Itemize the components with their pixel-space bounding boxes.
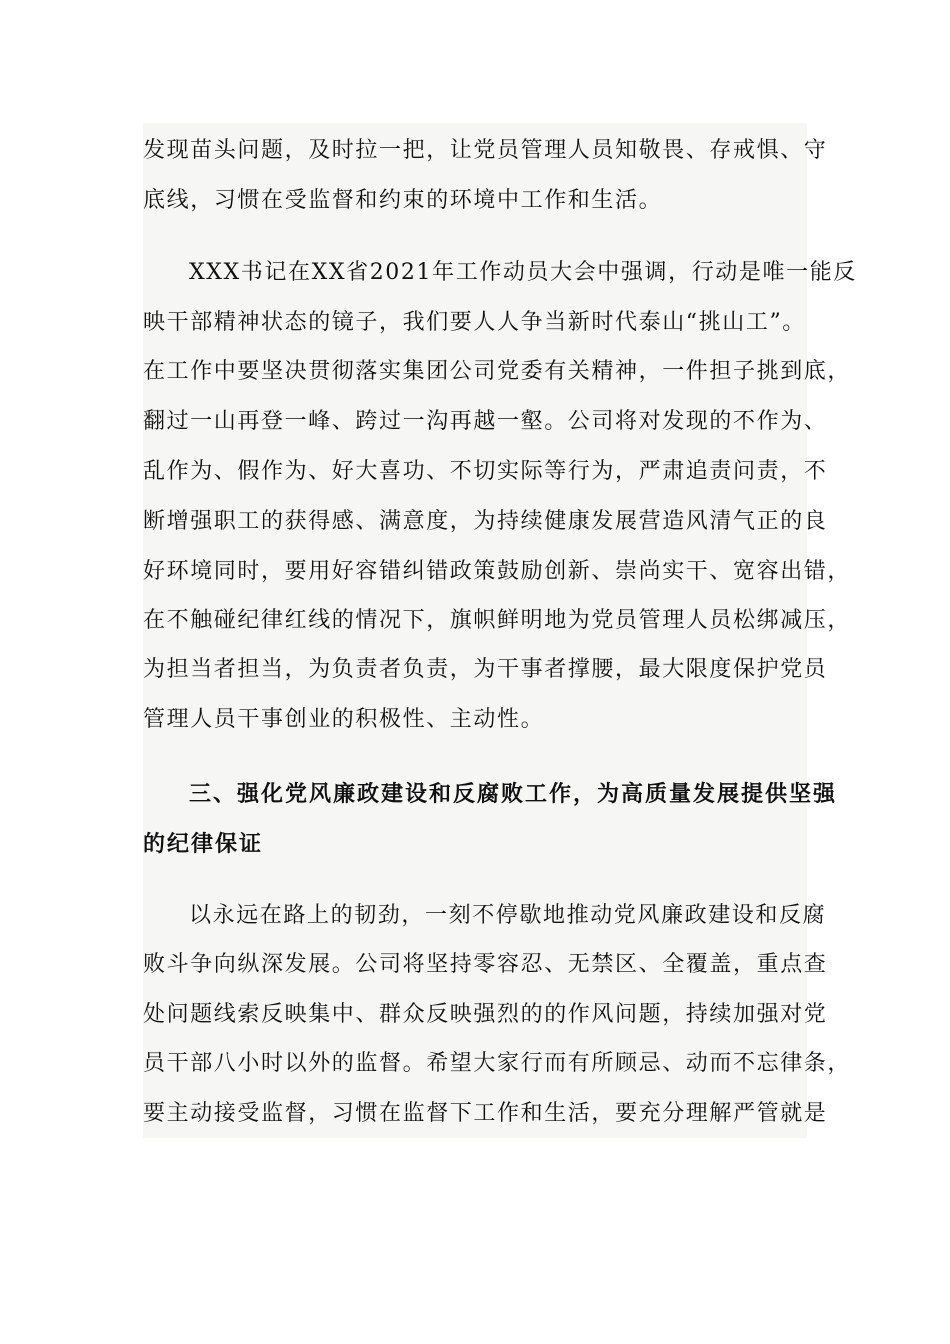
section-heading: 的纪律保证 bbox=[143, 831, 264, 857]
paragraph-line: 在不触碰纪律红线的情况下，旗帜鲜明地为党员管理人员松绑减压， bbox=[143, 608, 852, 633]
paragraph-line: 断增强职工的获得感、满意度，为持续健康发展营造风清气正的良 bbox=[143, 509, 828, 534]
paragraph-line: 败斗争向纵深发展。公司将坚持零容忍、无禁区、全覆盖，重点查 bbox=[143, 952, 828, 977]
paragraph-line: 翻过一山再登一峰、跨过一沟再越一壑。公司将对发现的不作为、 bbox=[143, 409, 828, 434]
paragraph-line: 要主动接受监督，习惯在监督下工作和生活，要充分理解严管就是 bbox=[143, 1101, 828, 1126]
paragraph-line: 乱作为、假作为、好大喜功、不切实际等行为，严肃追责问责，不 bbox=[143, 459, 828, 484]
paragraph-line: XXX书记在XX省2021年工作动员大会中强调，行动是唯一能反 bbox=[189, 260, 857, 285]
paragraph-line: 员干部八小时以外的监督。希望大家行而有所顾忌、动而不忘律条， bbox=[143, 1051, 852, 1076]
paragraph-line: 处问题线索反映集中、群众反映强烈的的作风问题，持续加强对党 bbox=[143, 1002, 828, 1027]
section-heading: 三、强化党风廉政建设和反腐败工作，为高质量发展提供坚强 bbox=[189, 781, 838, 807]
paragraph-line: 发现苗头问题，及时拉一把，让党员管理人员知敬畏、存戒惧、守 bbox=[143, 138, 828, 163]
paragraph-line: 好环境同时，要用好容错纠错政策鼓励创新、崇尚实干、宽容出错， bbox=[143, 559, 852, 584]
paragraph-line: 管理人员干事创业的积极性、主动性。 bbox=[143, 707, 545, 732]
paragraph-line: 为担当者担当，为负责者负责，为干事者撑腰，最大限度保护党员 bbox=[143, 657, 828, 682]
paragraph-line: 在工作中要坚决贯彻落实集团公司党委有关精神，一件担子挑到底， bbox=[143, 359, 852, 384]
paragraph-line: 映干部精神状态的镜子，我们要人人争当新时代泰山“挑山工”。 bbox=[143, 310, 806, 335]
paragraph-line: 底线，习惯在受监督和约束的环境中工作和生活。 bbox=[143, 188, 663, 213]
paragraph-line: 以永远在路上的韧劲，一刻不停歇地推动党风廉政建设和反腐 bbox=[189, 903, 827, 928]
